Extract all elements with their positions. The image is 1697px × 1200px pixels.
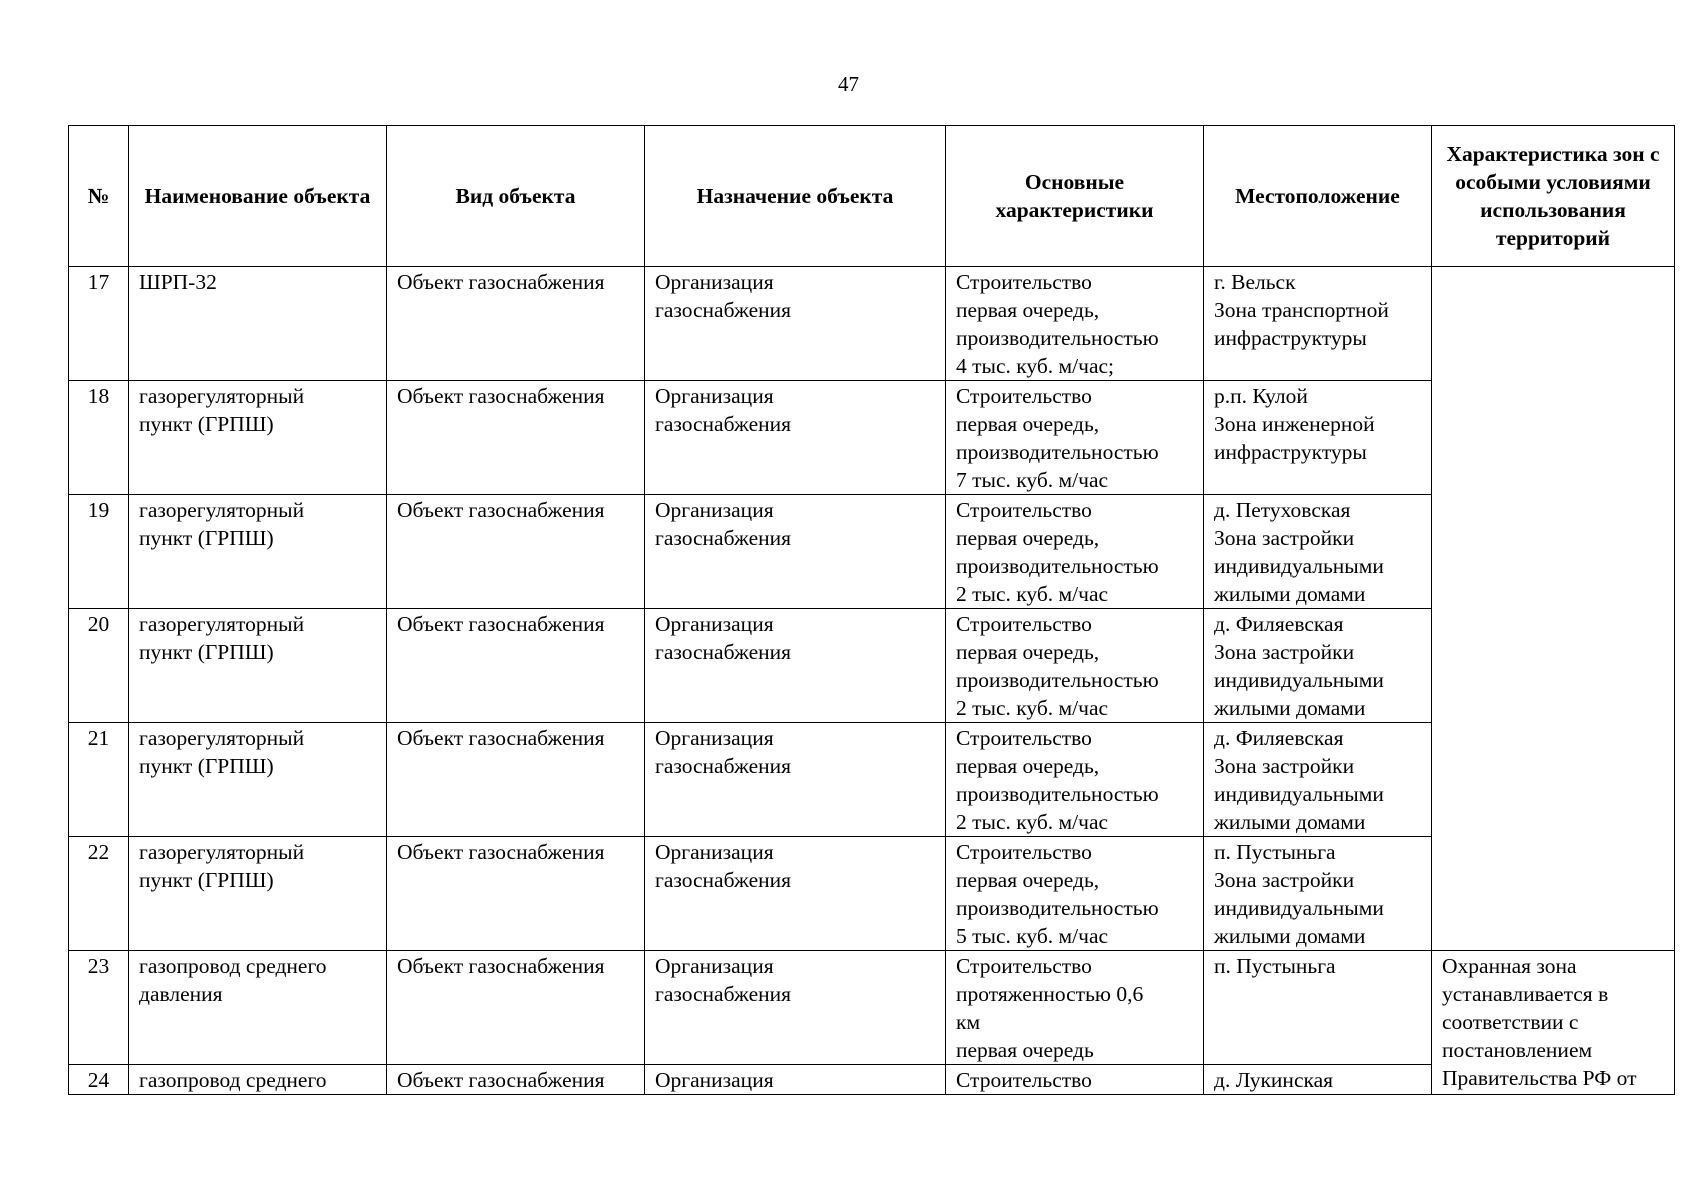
cell-type: Объект газоснабжения (387, 381, 645, 495)
cell-purpose: Организация газоснабжения (645, 267, 946, 381)
cell-purpose: Организация газоснабжения (645, 495, 946, 609)
header-purpose: Назначение объекта (645, 126, 946, 267)
header-location: Местоположение (1204, 126, 1432, 267)
cell-specs: Строительство (946, 1065, 1204, 1095)
header-name: Наименование объекта (129, 126, 387, 267)
cell-name: газорегуляторный пункт (ГРПШ) (129, 837, 387, 951)
cell-specs: Строительство первая очередь, производительностью 7 тыс. куб. м/час (946, 381, 1204, 495)
cell-type: Объект газоснабжения (387, 267, 645, 381)
cell-number: 23 (69, 951, 129, 1065)
cell-number: 20 (69, 609, 129, 723)
cell-number: 18 (69, 381, 129, 495)
cell-zones-empty (1432, 267, 1675, 951)
table-row (69, 267, 1675, 381)
cell-purpose: Организация газоснабжения (645, 723, 946, 837)
table-header-row (69, 126, 1675, 267)
cell-type: Объект газоснабжения (387, 837, 645, 951)
cell-number: 24 (69, 1065, 129, 1095)
cell-purpose: Организация газоснабжения (645, 951, 946, 1065)
header-zones: Характеристика зон с особыми условиями использования территорий (1432, 126, 1675, 267)
cell-location: д. Филяевская Зона застройки индивидуальными жилыми домами (1204, 609, 1432, 723)
cell-location: п. Пустыньга (1204, 951, 1432, 1065)
cell-type: Объект газоснабжения (387, 1065, 645, 1095)
cell-location: д. Филяевская Зона застройки индивидуальными жилыми домами (1204, 723, 1432, 837)
cell-number: 17 (69, 267, 129, 381)
cell-specs: Строительство первая очередь, производительностью 4 тыс. куб. м/час; (946, 267, 1204, 381)
cell-location: п. Пустыньга Зона застройки индивидуальными жилыми домами (1204, 837, 1432, 951)
cell-number: 21 (69, 723, 129, 837)
cell-zones-protection: Охранная зона устанавливается в соответствии с постановлением Правительства РФ от (1432, 951, 1675, 1095)
cell-purpose: Организация (645, 1065, 946, 1095)
cell-location: г. Вельск Зона транспортной инфраструктуры (1204, 267, 1432, 381)
page-number: 47 (838, 72, 859, 96)
cell-name: газорегуляторный пункт (ГРПШ) (129, 381, 387, 495)
cell-specs: Строительство первая очередь, производительностью 5 тыс. куб. м/час (946, 837, 1204, 951)
cell-location: д. Петуховская Зона застройки индивидуальными жилыми домами (1204, 495, 1432, 609)
cell-name: газорегуляторный пункт (ГРПШ) (129, 495, 387, 609)
table-row (69, 951, 1675, 1065)
header-number: № (69, 126, 129, 267)
cell-specs: Строительство первая очередь, производительностью 2 тыс. куб. м/час (946, 495, 1204, 609)
cell-name: газопровод среднего (129, 1065, 387, 1095)
cell-type: Объект газоснабжения (387, 609, 645, 723)
cell-purpose: Организация газоснабжения (645, 609, 946, 723)
cell-name: ШРП-32 (129, 267, 387, 381)
cell-name: газопровод среднего давления (129, 951, 387, 1065)
cell-specs: Строительство первая очередь, производительностью 2 тыс. куб. м/час (946, 723, 1204, 837)
cell-type: Объект газоснабжения (387, 495, 645, 609)
cell-purpose: Организация газоснабжения (645, 837, 946, 951)
objects-table (68, 125, 1675, 1095)
cell-type: Объект газоснабжения (387, 723, 645, 837)
cell-location: р.п. Кулой Зона инженерной инфраструктуры (1204, 381, 1432, 495)
header-specs: Основные характеристики (946, 126, 1204, 267)
cell-name: газорегуляторный пункт (ГРПШ) (129, 609, 387, 723)
cell-specs: Строительство протяженностью 0,6 км первая очередь (946, 951, 1204, 1065)
cell-name: газорегуляторный пункт (ГРПШ) (129, 723, 387, 837)
cell-specs: Строительство первая очередь, производительностью 2 тыс. куб. м/час (946, 609, 1204, 723)
cell-type: Объект газоснабжения (387, 951, 645, 1065)
cell-location: д. Лукинская (1204, 1065, 1432, 1095)
cell-number: 19 (69, 495, 129, 609)
cell-purpose: Организация газоснабжения (645, 381, 946, 495)
cell-number: 22 (69, 837, 129, 951)
header-type: Вид объекта (387, 126, 645, 267)
